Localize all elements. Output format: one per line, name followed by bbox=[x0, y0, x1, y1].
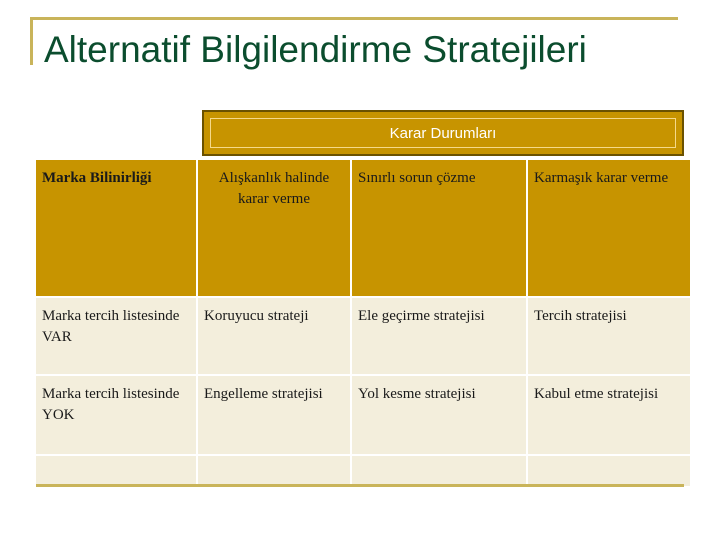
table-cell: Engelleme stratejisi bbox=[198, 376, 350, 454]
table-cell: Koruyucu strateji bbox=[198, 298, 350, 374]
table-cell: Tercih stratejisi bbox=[528, 298, 690, 374]
table-row-label-in-list: Marka tercih listesinde VAR bbox=[36, 298, 196, 374]
slide-bottom-line bbox=[36, 484, 684, 487]
table-empty-cell bbox=[36, 456, 196, 486]
decision-situations-header bbox=[202, 110, 684, 156]
table-cell: Yol kesme stratejisi bbox=[352, 376, 526, 454]
table-header-brand-awareness: Marka Bilinirliği bbox=[36, 160, 196, 296]
table-row-label-not-in-list: Marka tercih listesinde YOK bbox=[36, 376, 196, 454]
slide-frame-left-line bbox=[30, 17, 33, 65]
table-header-limited-problem-solving: Sınırlı sorun çözme bbox=[352, 160, 526, 296]
table-empty-cell bbox=[528, 456, 690, 486]
decision-situations-label: Karar Durumları bbox=[210, 118, 676, 148]
slide-frame-top-line bbox=[30, 17, 678, 20]
table-cell: Kabul etme stratejisi bbox=[528, 376, 690, 454]
table-header-complex-decision: Karmaşık karar verme bbox=[528, 160, 690, 296]
table-empty-cell bbox=[352, 456, 526, 486]
table-empty-cell bbox=[198, 456, 350, 486]
table-header-habitual-decision: Alışkanlık halinde karar verme bbox=[198, 160, 350, 296]
table-cell: Ele geçirme stratejisi bbox=[352, 298, 526, 374]
strategy-table bbox=[36, 160, 684, 486]
slide-title: Alternatif Bilgilendirme Stratejileri bbox=[44, 29, 587, 70]
